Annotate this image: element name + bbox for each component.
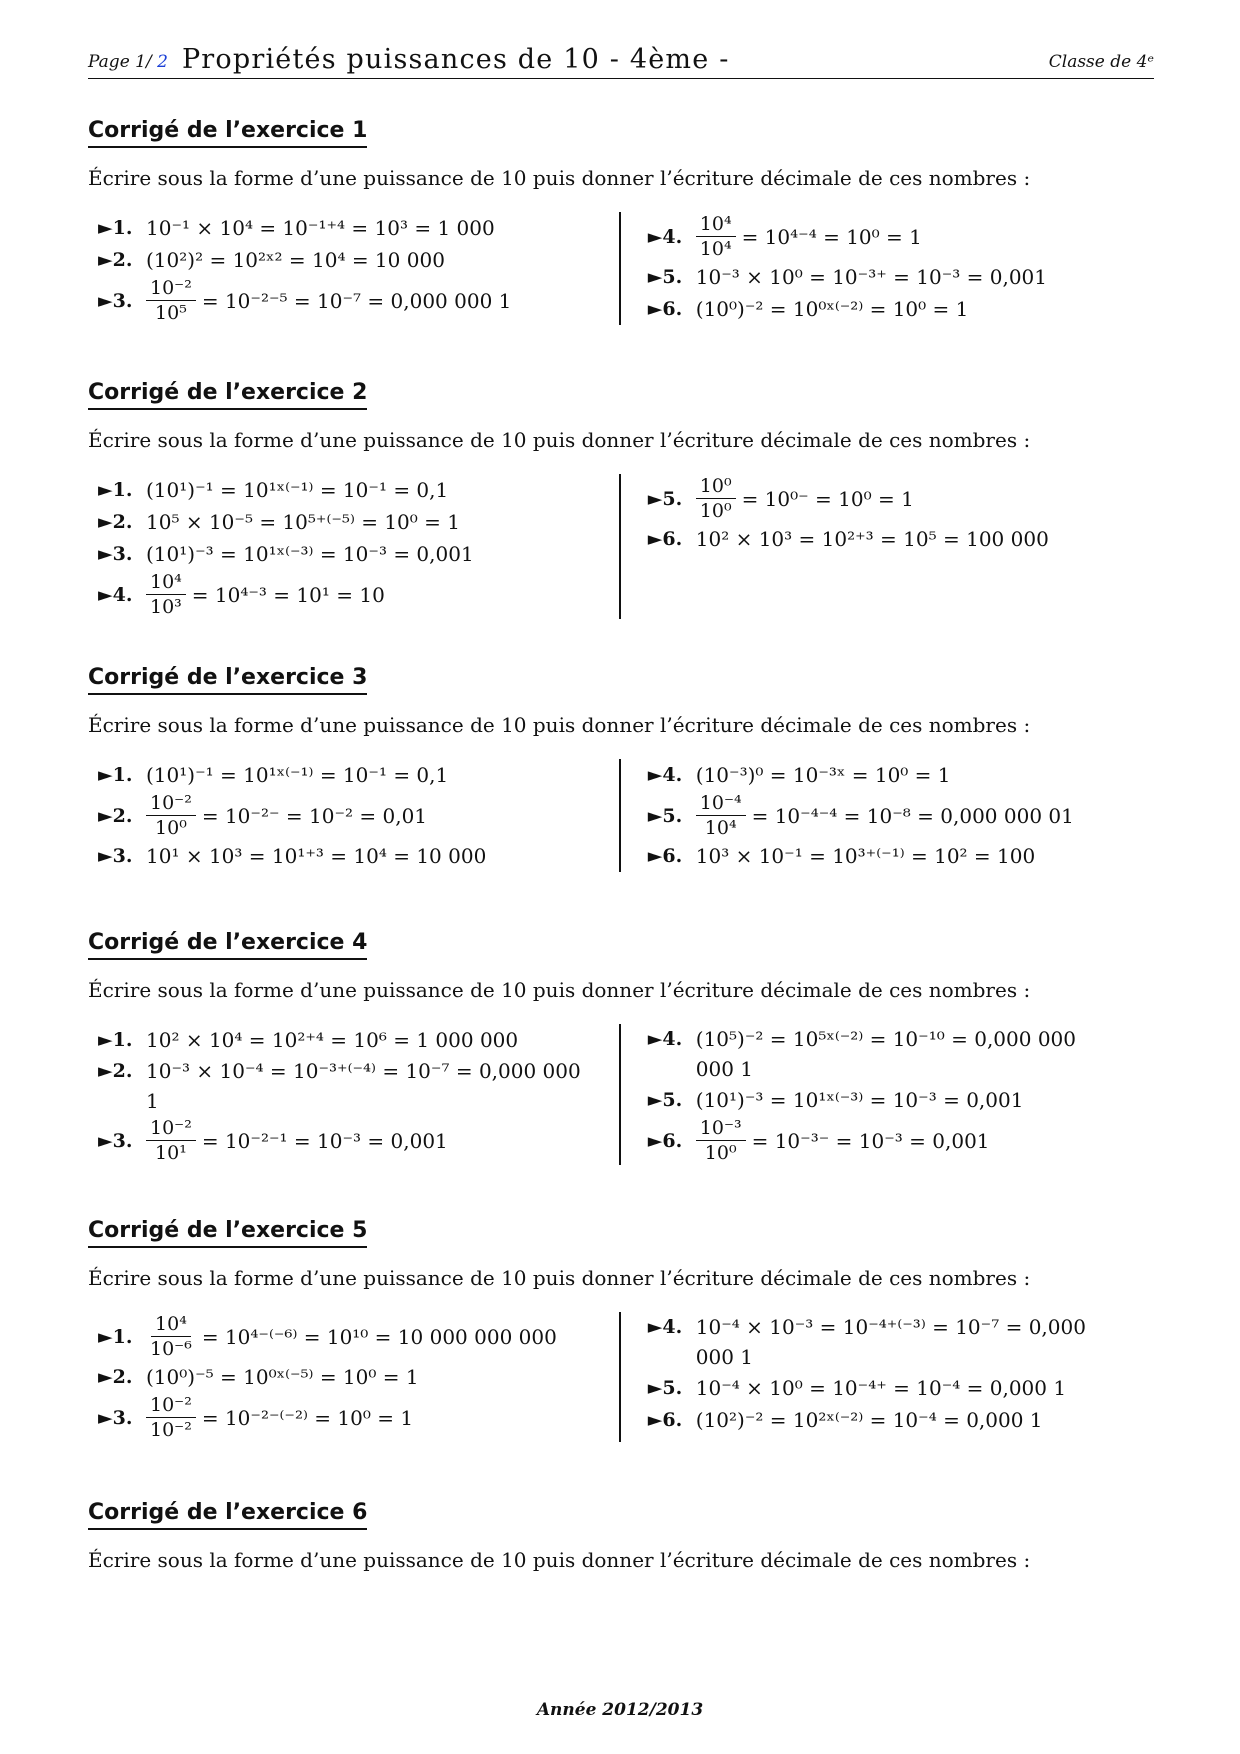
answer-item (98, 474, 628, 506)
item-expression: 10⁻³ × 10⁰ = 10⁻³⁺ = 10⁻³ = 0,001 (695, 265, 1048, 289)
answer-item (98, 506, 628, 538)
item-marker: ►2. (98, 1366, 133, 1388)
item-marker: ►6. (647, 1409, 683, 1431)
item-marker: ►3. (98, 289, 133, 312)
answers-left-column (88, 1024, 628, 1165)
item-expression: (10²)⁻² = 10²ˣ⁽⁻²⁾ = 10⁻⁴ = 0,000 1 (695, 1408, 1043, 1432)
item-marker: ►6. (647, 528, 683, 550)
fraction-numerator: 10⁴ (151, 1312, 191, 1337)
fraction (146, 1312, 196, 1361)
exercise-section-3 (88, 665, 1154, 872)
answers-left-column (88, 759, 628, 872)
item-expression: (10⁰)⁻⁵ = 10⁰ˣ⁽⁻⁵⁾ = 10⁰ = 1 (146, 1365, 419, 1389)
answer-item (98, 1024, 628, 1056)
item-expression: 10⁻⁴ × 10⁰ = 10⁻⁴⁺ = 10⁻⁴ = 0,000 1 (695, 1376, 1067, 1400)
item-expression: (10⁵)⁻² = 10⁵ˣ⁽⁻²⁾ = 10⁻¹⁰ = 0,000 000 000 1 (695, 1027, 1076, 1081)
fraction-denominator: 10⁰ (704, 1142, 737, 1164)
item-marker: ►4. (647, 764, 683, 786)
item-marker: ►1. (98, 1029, 133, 1051)
answer-item (98, 244, 628, 276)
item-marker: ►5. (647, 1377, 683, 1399)
item-marker: ►2. (98, 804, 133, 827)
answer-item (648, 791, 1154, 840)
item-marker: ►1. (98, 217, 133, 239)
page-number (88, 52, 168, 78)
item-expression: = 10⁻²⁻⁽⁻²⁾ = 10⁰ = 1 (201, 1405, 414, 1430)
answer-item (98, 791, 628, 840)
instruction-text: Écrire sous la forme d’une puissance de 10 puis donner l’écriture décimale de ces nombres : (88, 713, 1031, 737)
instruction-text: Écrire sous la forme d’une puissance de 10 puis donner l’écriture décimale de ces nombres : (88, 1548, 1031, 1572)
answers-right-column (628, 1024, 1154, 1165)
column-divider (619, 759, 621, 872)
item-expression: 10² × 10⁴ = 10²⁺⁴ = 10⁶ = 1 000 000 (146, 1028, 519, 1052)
answers-left-column (88, 1312, 628, 1442)
item-marker: ►2. (98, 249, 133, 271)
fraction-denominator: 10⁵ (155, 302, 187, 324)
item-marker: ►4. (98, 583, 133, 606)
answer-item (648, 293, 1154, 325)
answers-right-column (628, 474, 1154, 619)
answer-item (98, 1393, 628, 1442)
fraction-numerator: 10⁴ (696, 212, 736, 237)
item-marker: ►3. (98, 1129, 133, 1152)
answers-right-column (628, 759, 1154, 872)
fraction-numerator: 10⁻² (146, 1116, 196, 1141)
answer-item (98, 538, 628, 570)
answer-item (648, 759, 1154, 791)
item-marker: ►5. (647, 266, 683, 288)
fraction-numerator: 10⁻⁴ (696, 791, 746, 816)
fraction-denominator: 10⁻⁶ (150, 1338, 192, 1360)
column-divider (619, 1024, 621, 1165)
fraction (146, 1116, 196, 1165)
item-marker: ►1. (98, 764, 133, 786)
item-expression: (10¹)⁻³ = 10¹ˣ⁽⁻³⁾ = 10⁻³ = 0,001 (695, 1088, 1024, 1112)
fraction-numerator: 10⁻² (146, 1393, 196, 1418)
item-expression: = 10⁻²⁻⁵ = 10⁻⁷ = 0,000 000 1 (201, 288, 512, 313)
fraction-denominator: 10⁻² (150, 1419, 192, 1441)
item-marker: ►4. (647, 1028, 683, 1050)
answers-right-column (628, 212, 1154, 325)
item-expression: (10⁰)⁻² = 10⁰ˣ⁽⁻²⁾ = 10⁰ = 1 (695, 297, 969, 321)
exercise-section-5 (88, 1218, 1154, 1442)
fraction (146, 1393, 196, 1442)
fraction-denominator: 10³ (150, 596, 182, 618)
section-title: Corrigé de l’exercice 4 (88, 930, 367, 960)
item-expression: (10¹)⁻¹ = 10¹ˣ⁽⁻¹⁾ = 10⁻¹ = 0,1 (146, 763, 449, 787)
item-marker: ►6. (647, 1129, 683, 1152)
fraction-numerator: 10⁻² (146, 791, 196, 816)
answer-item (648, 523, 1154, 555)
section-title: Corrigé de l’exercice 6 (88, 1500, 367, 1530)
fraction (696, 791, 746, 840)
item-marker: ►4. (647, 1316, 683, 1338)
page-footer: Année 2012/2013 (536, 1700, 704, 1720)
exercise-section-2 (88, 380, 1154, 619)
item-expression: (10¹)⁻¹ = 10¹ˣ⁽⁻¹⁾ = 10⁻¹ = 0,1 (146, 478, 449, 502)
item-marker: ►6. (647, 845, 683, 867)
item-marker: ►1. (98, 479, 133, 501)
exercise-section-6 (88, 1500, 1154, 1572)
answer-item (648, 212, 1154, 261)
item-marker: ►2. (98, 511, 133, 533)
document-title: Propriétés puissances de 10 - 4ème - (181, 44, 730, 75)
answer-item (98, 1312, 628, 1361)
section-title: Corrigé de l’exercice 1 (88, 118, 367, 148)
page-header (88, 38, 1154, 79)
item-expression: = 10⁻³⁻ = 10⁻³ = 0,001 (751, 1128, 990, 1153)
item-marker: ►5. (647, 804, 683, 827)
fraction-numerator: 10⁻³ (696, 1116, 746, 1141)
fraction-denominator: 10⁰ (699, 500, 732, 522)
column-divider (619, 212, 621, 325)
fraction (146, 791, 196, 840)
item-expression: = 10⁰⁻ = 10⁰ = 1 (741, 486, 914, 511)
page-label: Page 1/ (88, 52, 152, 72)
item-expression: = 10⁻²⁻ = 10⁻² = 0,01 (201, 803, 428, 828)
item-marker: ►6. (647, 298, 683, 320)
answer-item (98, 840, 628, 872)
item-expression: 10² × 10³ = 10²⁺³ = 10⁵ = 100 000 (695, 527, 1049, 551)
fraction-denominator: 10⁰ (155, 817, 187, 839)
column-divider (619, 1312, 621, 1442)
answers-right-column (628, 1312, 1154, 1442)
fraction (696, 212, 736, 261)
answer-item (648, 1024, 1154, 1084)
answer-item (98, 276, 628, 325)
answer-item (648, 1372, 1154, 1404)
item-expression: 10⁻¹ × 10⁴ = 10⁻¹⁺⁴ = 10³ = 1 000 (146, 216, 495, 240)
answer-item (98, 1116, 628, 1165)
item-expression: 10³ × 10⁻¹ = 10³⁺⁽⁻¹⁾ = 10² = 100 (695, 844, 1036, 868)
item-marker: ►3. (98, 1406, 133, 1429)
answers-left-column (88, 474, 628, 619)
answer-item (98, 759, 628, 791)
item-expression: (10⁻³)⁰ = 10⁻³ˣ = 10⁰ = 1 (695, 763, 951, 787)
fraction-numerator: 10⁰ (696, 474, 736, 499)
answer-item (648, 474, 1154, 523)
item-marker: ►5. (647, 487, 683, 510)
item-marker: ►1. (98, 1325, 133, 1348)
item-expression: = 10⁴⁻³ = 10¹ = 10 (191, 582, 385, 607)
answer-item (98, 212, 628, 244)
column-divider (619, 474, 621, 619)
section-title: Corrigé de l’exercice 3 (88, 665, 367, 695)
item-expression: (10¹)⁻³ = 10¹ˣ⁽⁻³⁾ = 10⁻³ = 0,001 (146, 542, 474, 566)
class-label: Classe de 4ᵉ (1048, 52, 1154, 72)
exercise-section-4 (88, 930, 1154, 1165)
answer-item (648, 1312, 1154, 1372)
item-marker: ►4. (647, 225, 683, 248)
answer-item (648, 1116, 1154, 1165)
fraction-denominator: 10⁴ (704, 817, 737, 839)
answers-left-column (88, 212, 628, 325)
item-expression: 10⁵ × 10⁻⁵ = 10⁵⁺⁽⁻⁵⁾ = 10⁰ = 1 (146, 510, 460, 534)
exercise-section-1 (88, 118, 1154, 325)
section-title: Corrigé de l’exercice 2 (88, 380, 367, 410)
item-expression: 10⁻⁴ × 10⁻³ = 10⁻⁴⁺⁽⁻³⁾ = 10⁻⁷ = 0,000 000 1 (695, 1315, 1086, 1369)
answer-item (648, 840, 1154, 872)
answer-item (648, 261, 1154, 293)
item-expression: (10²)² = 10²ˣ² = 10⁴ = 10 000 (146, 248, 445, 272)
fraction-numerator: 10⁴ (146, 570, 186, 595)
item-expression: = 10⁻⁴⁻⁴ = 10⁻⁸ = 0,000 000 01 (751, 803, 1074, 828)
answer-item (648, 1404, 1154, 1436)
answer-item (98, 1361, 628, 1393)
item-marker: ►3. (98, 543, 133, 565)
instruction-text: Écrire sous la forme d’une puissance de 10 puis donner l’écriture décimale de ces nombres : (88, 1266, 1031, 1290)
instruction-text: Écrire sous la forme d’une puissance de 10 puis donner l’écriture décimale de ces nombres : (88, 428, 1031, 452)
fraction (696, 474, 736, 523)
fraction-denominator: 10⁴ (699, 238, 732, 260)
fraction-numerator: 10⁻² (146, 276, 196, 301)
answer-item (98, 1056, 628, 1116)
fraction (696, 1116, 746, 1165)
item-expression: = 10⁻²⁻¹ = 10⁻³ = 0,001 (201, 1128, 448, 1153)
item-marker: ►3. (98, 845, 133, 867)
answer-item (648, 1084, 1154, 1116)
item-marker: ►2. (98, 1060, 133, 1082)
item-marker: ►5. (647, 1089, 683, 1111)
fraction (146, 276, 196, 325)
item-expression: = 10⁴⁻⁴ = 10⁰ = 1 (741, 224, 922, 249)
fraction-denominator: 10¹ (155, 1142, 187, 1164)
answer-item (98, 570, 628, 619)
instruction-text: Écrire sous la forme d’une puissance de 10 puis donner l’écriture décimale de ces nombres : (88, 978, 1031, 1002)
fraction (146, 570, 186, 619)
item-expression: 10⁻³ × 10⁻⁴ = 10⁻³⁺⁽⁻⁴⁾ = 10⁻⁷ = 0,000 000 1 (146, 1059, 581, 1113)
page-total-link[interactable]: 2 (157, 52, 168, 72)
item-expression: = 10⁴⁻⁽⁻⁶⁾ = 10¹⁰ = 10 000 000 000 (201, 1324, 557, 1349)
instruction-text: Écrire sous la forme d’une puissance de 10 puis donner l’écriture décimale de ces nombres : (88, 166, 1031, 190)
item-expression: 10¹ × 10³ = 10¹⁺³ = 10⁴ = 10 000 (146, 844, 487, 868)
section-title: Corrigé de l’exercice 5 (88, 1218, 367, 1248)
